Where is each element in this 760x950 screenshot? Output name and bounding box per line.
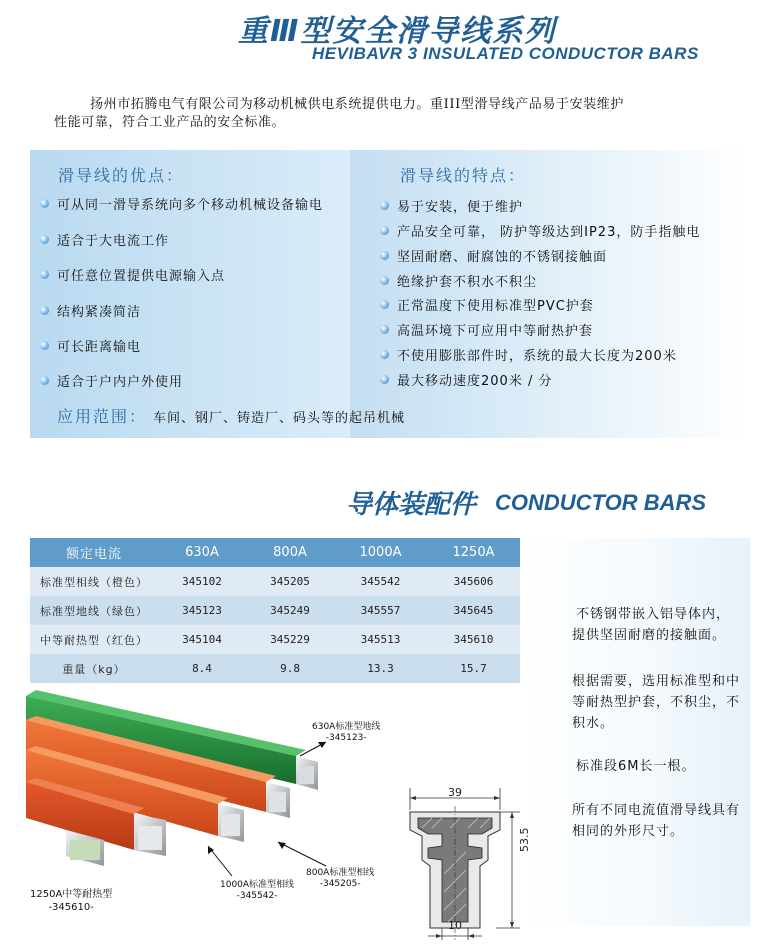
advantage-item: 适合于大电流工作 <box>40 230 169 249</box>
bullet-icon <box>40 199 49 208</box>
callout-800: 800A标准型相线 -345205- <box>306 868 375 889</box>
feature-item: 绝缘护套不积水不积尘 <box>380 271 537 290</box>
bullet-icon <box>40 270 49 279</box>
page-title: 重Ⅲ型安全滑导线系列 <box>238 14 557 49</box>
side-note-1: 不锈钢带嵌入铝导体内，提供坚固耐磨的接触面。 <box>572 607 731 643</box>
table-cell: 345542 <box>334 567 427 596</box>
advantage-item: 结构紧凑简洁 <box>40 301 141 320</box>
page-subtitle: HEVIBAVR 3 INSULATED CONDUCTOR BARS <box>312 44 699 63</box>
feature-item: 坚固耐磨、耐腐蚀的不锈钢接触面 <box>380 246 607 265</box>
table-cell: 345606 <box>427 567 520 596</box>
bullet-icon <box>380 300 389 309</box>
dimension-width: 39 <box>448 786 462 799</box>
advantage-item: 可长距离输电 <box>40 336 141 355</box>
bullet-icon <box>380 226 389 235</box>
conductor-bars-illustration <box>26 690 338 900</box>
row-label: 标准型相线（橙色） <box>30 567 158 596</box>
feature-item: 不使用膨胀部件时，系统的最大长度为200米 <box>380 345 677 364</box>
bullet-icon <box>380 375 389 384</box>
table-cell: 345229 <box>246 625 334 654</box>
table-cell: 345104 <box>158 625 246 654</box>
table-cell: 345610 <box>427 625 520 654</box>
conductor-spec-table <box>30 538 520 683</box>
application-label: 应用范围： <box>57 407 148 426</box>
table-row <box>30 654 520 683</box>
table-header-cell: 630A <box>158 538 246 567</box>
table-row <box>30 625 520 654</box>
table-cell: 13.3 <box>334 654 427 683</box>
feature-item: 易于安装，便于维护 <box>380 196 523 215</box>
feature-item: 正常温度下使用标准型PVC护套 <box>380 295 594 314</box>
dimension-slot: 10 <box>448 919 462 932</box>
table-cell: 15.7 <box>427 654 520 683</box>
row-label: 重量（kg） <box>30 654 158 683</box>
dimension-height: 53.5 <box>518 827 531 852</box>
table-cell: 345123 <box>158 596 246 625</box>
table-header-cell: 1000A <box>334 538 427 567</box>
feature-panel-right-band <box>350 150 750 438</box>
advantage-item: 可从同一滑导系统向多个移动机械设备输电 <box>40 194 323 213</box>
features-heading: 滑导线的特点： <box>400 166 527 185</box>
table-cell: 345249 <box>246 596 334 625</box>
bullet-icon <box>40 376 49 385</box>
application-text: 车间、钢厂、铸造厂、码头等的起吊机械 <box>153 411 406 426</box>
advantage-item: 适合于户内户外使用 <box>40 371 183 390</box>
row-label: 标准型地线（绿色） <box>30 596 158 625</box>
intro-line-2: 性能可靠，符合工业产品的安全标准。 <box>54 115 286 130</box>
table-cell: 345645 <box>427 596 520 625</box>
side-note-3: 标准段6M长一根。 <box>576 759 696 774</box>
table-cell: 9.8 <box>246 654 334 683</box>
table-row <box>30 596 520 625</box>
table-row <box>30 567 520 596</box>
section-title-en: CONDUCTOR BARS <box>495 490 707 515</box>
bullet-icon <box>40 235 49 244</box>
side-note-4: 所有不同电流值滑导线具有相同的外形尺寸。 <box>572 803 741 839</box>
table-header-cell: 1250A <box>427 538 520 567</box>
advantages-heading: 滑导线的优点： <box>58 166 185 185</box>
bullet-icon <box>40 341 49 350</box>
cross-section-drawing <box>388 782 528 942</box>
advantage-item: 可任意位置提供电源输入点 <box>40 265 225 284</box>
bullet-icon <box>40 306 49 315</box>
section-title-cn: 导体装配件 <box>346 490 477 520</box>
side-note-2: 根据需要，选用标准型和中等耐热型护套，不积尘，不积水。 <box>572 674 741 731</box>
bullet-icon <box>380 325 389 334</box>
intro-line-1: 扬州市拓腾电气有限公司为移动机械供电系统提供电力。重III型滑导线产品易于安装维护 <box>90 97 625 112</box>
bullet-icon <box>380 350 389 359</box>
bullet-icon <box>380 276 389 285</box>
table-cell: 345513 <box>334 625 427 654</box>
table-cell: 345102 <box>158 567 246 596</box>
table-cell: 8.4 <box>158 654 246 683</box>
intro-paragraph <box>54 96 754 132</box>
table-header-cell: 800A <box>246 538 334 567</box>
table-cell: 345205 <box>246 567 334 596</box>
table-header-label: 额定电流 <box>30 538 158 567</box>
feature-item: 最大移动速度200米 / 分 <box>380 370 552 389</box>
bullet-icon <box>380 201 389 210</box>
bullet-icon <box>380 251 389 260</box>
row-label: 中等耐热型（红色） <box>30 625 158 654</box>
feature-item: 高温环境下可应用中等耐热护套 <box>380 320 593 339</box>
feature-item: 产品安全可靠， 防护等级达到IP23，防手指触电 <box>380 221 700 240</box>
callout-1000: 1000A标准型相线 -345542- <box>220 880 295 901</box>
table-cell: 345557 <box>334 596 427 625</box>
callout-630: 630A标准型地线 -345123- <box>312 722 381 743</box>
callout-1250: 1250A中等耐热型 -345610- <box>30 889 113 913</box>
table-header-row <box>30 538 520 567</box>
